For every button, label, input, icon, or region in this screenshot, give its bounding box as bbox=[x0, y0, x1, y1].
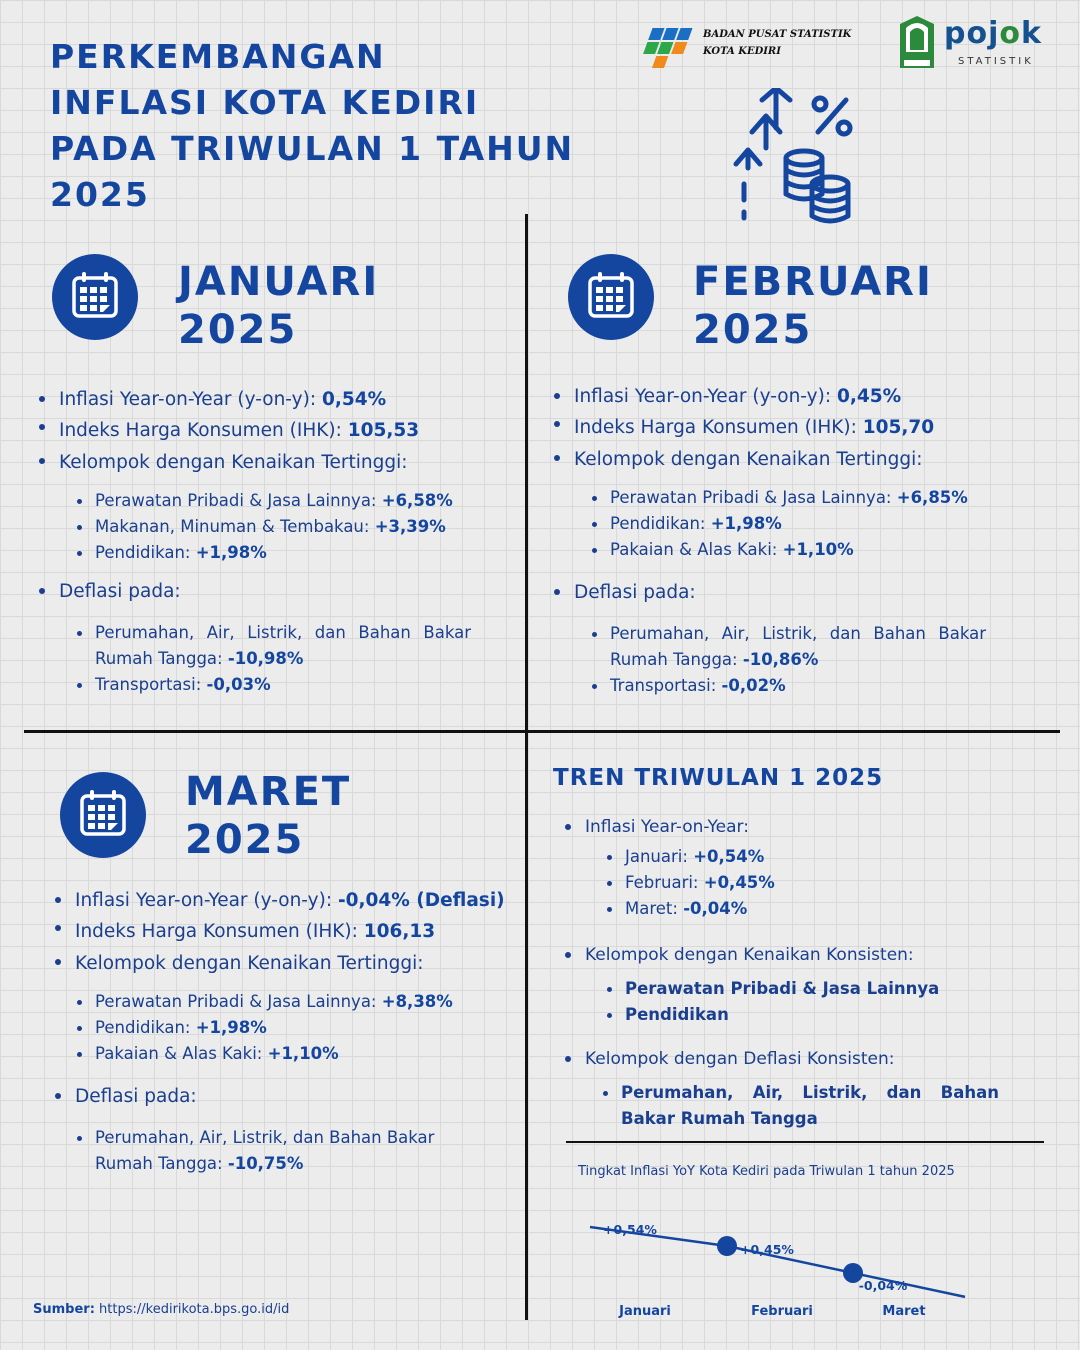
trend-yoy-item: Januari: +0,54% bbox=[603, 844, 1033, 870]
data-point-februari bbox=[717, 1236, 737, 1256]
data-label-januari: +0,54% bbox=[603, 1222, 657, 1237]
x-tick-januari: Januari bbox=[619, 1304, 671, 1319]
maret-up-item: Pakaian & Alas Kaki: +1,10% bbox=[73, 1041, 523, 1067]
trend-down-item: Perumahan, Air, Listrik, dan Bahan Bakar Rumah Tangga bbox=[599, 1080, 999, 1132]
horizontal-divider bbox=[24, 730, 1060, 733]
februari-down-label: Deflasi pada: bbox=[552, 579, 1022, 607]
januari-section bbox=[37, 386, 507, 698]
growth-coins-icon bbox=[728, 88, 858, 224]
source-url: https://kedirikota.bps.go.id/id bbox=[99, 1302, 290, 1317]
januari-up-item: Perawatan Pribadi & Jasa Lainnya: +6,58% bbox=[73, 488, 507, 514]
trend-up-label: Kelompok dengan Kenaikan Konsisten: bbox=[563, 942, 1033, 968]
januari-ihk: Indeks Harga Konsumen (IHK): 105,53 bbox=[37, 414, 507, 448]
month-heading-maret: MARET 2025 bbox=[185, 769, 352, 863]
month-heading-januari: JANUARI 2025 bbox=[178, 259, 380, 353]
trend-yoy-label: Inflasi Year-on-Year: bbox=[563, 814, 1033, 840]
month-heading-februari: FEBRUARI 2025 bbox=[693, 259, 933, 353]
data-label-februari: +0,45% bbox=[740, 1242, 794, 1257]
x-tick-februari: Februari bbox=[751, 1304, 813, 1319]
x-tick-maret: Maret bbox=[882, 1304, 926, 1319]
pojok-logo-text: pojok bbox=[944, 16, 1042, 51]
bps-label: BADAN PUSAT STATISTIK KOTA KEDIRI bbox=[703, 29, 852, 57]
bps-logo-icon bbox=[638, 24, 698, 70]
januari-up-item: Makanan, Minuman & Tembakau: +3,39% bbox=[73, 514, 507, 540]
januari-down-label: Deflasi pada: bbox=[37, 578, 507, 606]
maret-yoy: Inflasi Year-on-Year (y-on-y): -0,04% (Deflasi) bbox=[53, 887, 523, 915]
februari-yoy: Inflasi Year-on-Year (y-on-y): 0,45% bbox=[552, 383, 1022, 411]
maret-up-item: Pendidikan: +1,98% bbox=[73, 1015, 523, 1041]
trend-up-item: Perawatan Pribadi & Jasa Lainnya bbox=[603, 976, 1033, 1002]
vertical-divider bbox=[525, 214, 528, 1320]
maret-down-item: Perumahan, Air, Listrik, dan Bahan Bakar Rumah Tangga: -10,75% bbox=[73, 1125, 473, 1177]
trend-title: TREN TRIWULAN 1 2025 bbox=[553, 765, 884, 791]
trend-yoy-item: Februari: +0,45% bbox=[603, 870, 1033, 896]
februari-section bbox=[552, 383, 1022, 699]
januari-down-item: Transportasi: -0,03% bbox=[73, 672, 471, 698]
calendar-icon bbox=[52, 254, 138, 340]
maret-down-label: Deflasi pada: bbox=[53, 1083, 523, 1111]
inflation-line-chart bbox=[560, 1190, 990, 1325]
trend-section bbox=[563, 814, 1033, 1132]
februari-down-item: Perumahan, Air, Listrik, dan Bahan Bakar Rumah Tangga: -10,86% bbox=[588, 621, 986, 673]
februari-down-item: Transportasi: -0,02% bbox=[588, 673, 986, 699]
trend-up-item: Pendidikan bbox=[603, 1002, 1033, 1028]
chart-separator bbox=[566, 1141, 1044, 1143]
data-label-maret: -0,04% bbox=[858, 1278, 908, 1293]
series-line bbox=[590, 1227, 965, 1297]
calendar-icon bbox=[60, 772, 146, 858]
chart-title: Tingkat Inflasi YoY Kota Kediri pada Triwulan 1 tahun 2025 bbox=[578, 1164, 955, 1179]
januari-yoy: Inflasi Year-on-Year (y-on-y): 0,54% bbox=[37, 386, 507, 414]
februari-up-item: Perawatan Pribadi & Jasa Lainnya: +6,85% bbox=[588, 485, 1022, 511]
maret-section bbox=[53, 887, 523, 1177]
februari-ihk: Indeks Harga Konsumen (IHK): 105,70 bbox=[552, 411, 1022, 445]
februari-up-item: Pakaian & Alas Kaki: +1,10% bbox=[588, 537, 1022, 563]
januari-up-item: Pendidikan: +1,98% bbox=[73, 540, 507, 566]
maret-up-item: Perawatan Pribadi & Jasa Lainnya: +8,38% bbox=[73, 989, 523, 1015]
februari-up-label: Kelompok dengan Kenaikan Tertinggi: bbox=[552, 445, 1022, 475]
maret-ihk: Indeks Harga Konsumen (IHK): 106,13 bbox=[53, 915, 523, 949]
januari-up-label: Kelompok dengan Kenaikan Tertinggi: bbox=[37, 448, 507, 478]
januari-down-item: Perumahan, Air, Listrik, dan Bahan Bakar Rumah Tangga: -10,98% bbox=[73, 620, 471, 672]
calendar-icon bbox=[568, 254, 654, 340]
source-note: Sumber: https://kedirikota.bps.go.id/id bbox=[33, 1302, 290, 1317]
pojok-subtitle: STATISTIK bbox=[958, 56, 1034, 67]
page-title: PERKEMBANGAN INFLASI KOTA KEDIRI PADA TRIWULAN 1 TAHUN 2025 bbox=[50, 37, 575, 214]
februari-up-item: Pendidikan: +1,98% bbox=[588, 511, 1022, 537]
trend-down-label: Kelompok dengan Deflasi Konsisten: bbox=[563, 1046, 1033, 1072]
iain-logo-icon bbox=[896, 14, 938, 72]
trend-yoy-item: Maret: -0,04% bbox=[603, 896, 1033, 922]
maret-up-label: Kelompok dengan Kenaikan Tertinggi: bbox=[53, 949, 523, 979]
